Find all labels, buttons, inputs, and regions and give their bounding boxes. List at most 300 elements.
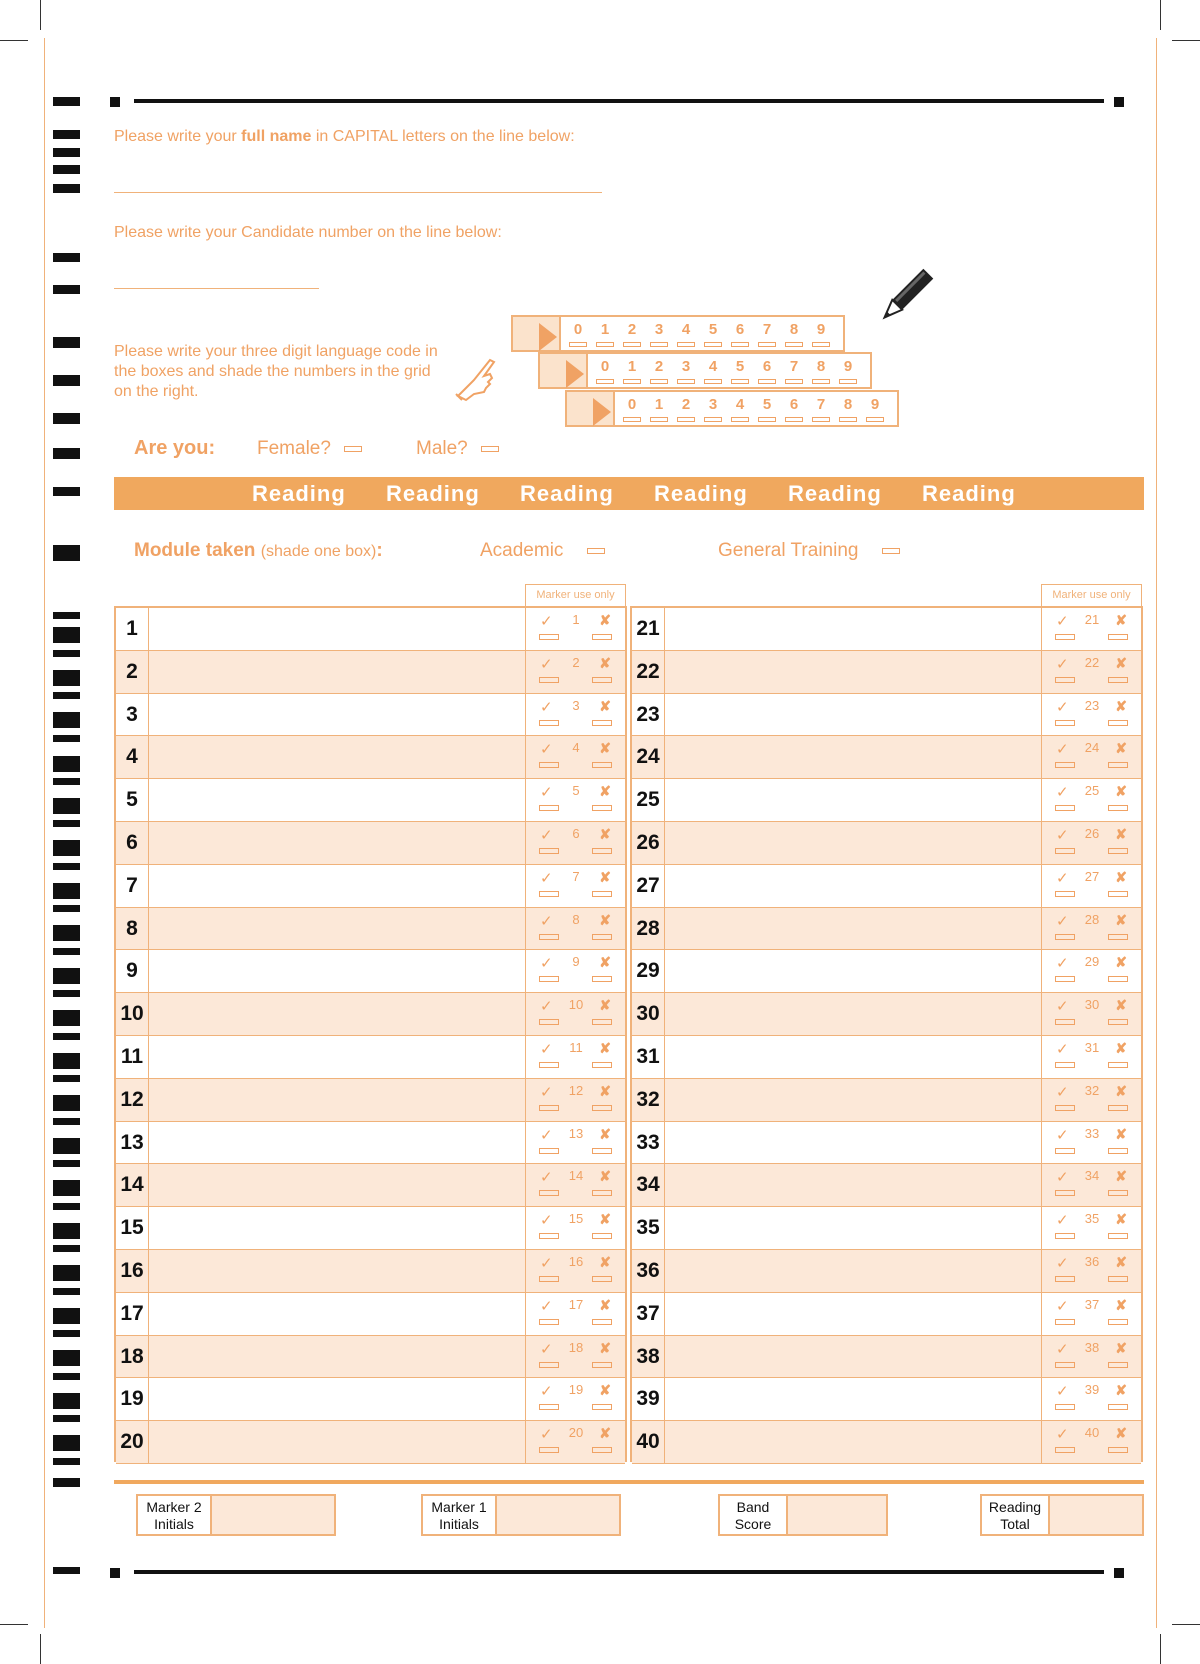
marker-question-number: 29 xyxy=(1084,954,1100,970)
marker-cell xyxy=(1041,1164,1141,1206)
digit-bubble[interactable] xyxy=(704,417,722,422)
timing-mark xyxy=(53,1033,80,1040)
incorrect-bubble[interactable] xyxy=(592,1233,612,1239)
digit-bubble[interactable] xyxy=(677,342,695,347)
tick-icon: ✓ xyxy=(540,1083,553,1101)
incorrect-bubble[interactable] xyxy=(1108,1062,1128,1068)
tick-icon: ✓ xyxy=(540,741,553,759)
language-code-row-1 xyxy=(511,315,845,352)
marker2-initials-box[interactable] xyxy=(136,1494,336,1536)
digit-bubble[interactable] xyxy=(785,342,803,347)
answer-row xyxy=(632,779,1141,822)
correct-bubble[interactable] xyxy=(1055,1190,1075,1196)
correct-bubble[interactable] xyxy=(1055,720,1075,726)
digit-bubble[interactable] xyxy=(731,379,749,384)
incorrect-bubble[interactable] xyxy=(1108,762,1128,768)
answer-row xyxy=(632,651,1141,694)
answer-row xyxy=(116,908,625,951)
incorrect-bubble[interactable] xyxy=(592,634,612,640)
answer-field[interactable] xyxy=(665,822,1041,864)
digit-bubble[interactable] xyxy=(812,342,830,347)
incorrect-bubble[interactable] xyxy=(592,1447,612,1453)
incorrect-bubble[interactable] xyxy=(1108,1233,1128,1239)
marker-question-number: 31 xyxy=(1084,1040,1100,1055)
incorrect-bubble[interactable] xyxy=(1108,720,1128,726)
timing-mark xyxy=(53,1308,80,1324)
language-code-row-2 xyxy=(538,352,872,389)
digit-label: 2 xyxy=(681,396,691,413)
digit-bubble[interactable] xyxy=(839,379,857,384)
answer-row xyxy=(116,1421,625,1464)
tick-icon: ✓ xyxy=(540,698,553,716)
digit-label: 0 xyxy=(600,358,610,375)
answer-field[interactable] xyxy=(665,1378,1041,1420)
correct-bubble[interactable] xyxy=(539,677,559,683)
correct-bubble[interactable] xyxy=(1055,1019,1075,1025)
answer-field[interactable] xyxy=(665,1293,1041,1335)
digit-bubble[interactable] xyxy=(704,379,722,384)
correct-bubble[interactable] xyxy=(1055,634,1075,640)
digit-label: 6 xyxy=(762,358,772,375)
correct-bubble[interactable] xyxy=(539,1233,559,1239)
timing-mark xyxy=(53,413,80,424)
question-number: 3 xyxy=(116,694,149,736)
digit-label: 9 xyxy=(816,321,826,338)
marker-question-number: 33 xyxy=(1084,1125,1100,1141)
correct-bubble[interactable] xyxy=(1055,1319,1075,1325)
answer-field[interactable] xyxy=(149,865,525,907)
incorrect-bubble[interactable] xyxy=(1108,1019,1128,1025)
correct-bubble[interactable] xyxy=(539,1276,559,1282)
incorrect-bubble[interactable] xyxy=(1108,1105,1128,1111)
marker-question-number: 16 xyxy=(568,1254,584,1269)
timing-mark xyxy=(53,148,80,157)
academic-checkbox[interactable] xyxy=(587,548,605,554)
question-number: 6 xyxy=(116,822,149,864)
question-number: 30 xyxy=(632,993,665,1035)
correct-bubble[interactable] xyxy=(539,1362,559,1368)
marker-cell xyxy=(1041,1036,1141,1078)
marker-use-only-header: Marker use only xyxy=(1041,584,1142,606)
marker-cell xyxy=(525,950,625,992)
incorrect-bubble[interactable] xyxy=(1108,1447,1128,1453)
digit-bubble[interactable] xyxy=(758,417,776,422)
timing-mark xyxy=(53,778,80,785)
incorrect-bubble[interactable] xyxy=(592,1105,612,1111)
correct-bubble[interactable] xyxy=(539,1190,559,1196)
question-number: 18 xyxy=(116,1336,149,1378)
answer-field[interactable] xyxy=(149,779,525,821)
female-checkbox[interactable] xyxy=(344,446,362,452)
general-training-option[interactable] xyxy=(718,540,900,562)
crop-mark xyxy=(0,40,28,41)
band-score-box[interactable] xyxy=(718,1494,888,1536)
answer-field[interactable] xyxy=(149,1122,525,1164)
incorrect-bubble[interactable] xyxy=(592,891,612,897)
candidate-number-line[interactable] xyxy=(114,288,319,289)
answer-field[interactable] xyxy=(149,950,525,992)
question-number: 25 xyxy=(632,779,665,821)
answer-field[interactable] xyxy=(665,1250,1041,1292)
answer-field[interactable] xyxy=(665,1336,1041,1378)
correct-bubble[interactable] xyxy=(1055,677,1075,683)
language-code-row-3 xyxy=(565,390,899,427)
corner-mark xyxy=(1114,1568,1124,1578)
correct-bubble[interactable] xyxy=(1055,1105,1075,1111)
tick-icon: ✓ xyxy=(540,1297,553,1315)
incorrect-bubble[interactable] xyxy=(1108,634,1128,640)
correct-bubble[interactable] xyxy=(539,634,559,640)
correct-bubble[interactable] xyxy=(1055,848,1075,854)
marker-question-number: 38 xyxy=(1084,1339,1100,1355)
correct-bubble[interactable] xyxy=(1055,1276,1075,1282)
digit-bubble[interactable] xyxy=(758,342,776,347)
language-instruction: Please write your three digit language code in the boxes and shade the numbers in the grid on the right. xyxy=(114,343,438,400)
cross-icon: ✘ xyxy=(1115,1296,1127,1313)
answer-row xyxy=(632,1164,1141,1207)
incorrect-bubble[interactable] xyxy=(592,1404,612,1410)
correct-bubble[interactable] xyxy=(539,805,559,811)
cross-icon: ✘ xyxy=(1115,783,1127,800)
timing-mark xyxy=(53,487,80,496)
question-number: 31 xyxy=(632,1036,665,1078)
incorrect-bubble[interactable] xyxy=(592,1319,612,1325)
marker-cell xyxy=(525,1250,625,1292)
answer-field[interactable] xyxy=(149,908,525,950)
marker-cell xyxy=(1041,1421,1141,1463)
marker-question-number: 22 xyxy=(1084,654,1100,670)
cross-icon: ✘ xyxy=(1115,1254,1127,1270)
answer-field[interactable] xyxy=(665,1122,1041,1164)
incorrect-bubble[interactable] xyxy=(592,1019,612,1025)
digit-label: 9 xyxy=(843,358,853,375)
cross-icon: ✘ xyxy=(599,997,611,1014)
answer-field[interactable] xyxy=(665,950,1041,992)
reading-label: Reading xyxy=(788,481,882,506)
correct-bubble[interactable] xyxy=(1055,762,1075,768)
answer-field[interactable] xyxy=(665,694,1041,736)
timing-mark xyxy=(53,184,80,193)
marker-question-number: 26 xyxy=(1084,826,1100,841)
marker-cell xyxy=(1041,651,1141,693)
tick-icon: ✓ xyxy=(1056,912,1069,930)
marker-question-number: 24 xyxy=(1084,740,1100,756)
incorrect-bubble[interactable] xyxy=(592,1276,612,1282)
digit-bubble[interactable] xyxy=(839,417,857,422)
answer-field[interactable] xyxy=(149,1336,525,1378)
marker-question-number: 11 xyxy=(569,1040,583,1055)
incorrect-bubble[interactable] xyxy=(1108,934,1128,940)
answer-field[interactable] xyxy=(665,908,1041,950)
answer-field[interactable] xyxy=(665,1079,1041,1121)
correct-bubble[interactable] xyxy=(539,934,559,940)
correct-bubble[interactable] xyxy=(1055,1233,1075,1239)
answer-row xyxy=(116,1122,625,1165)
answer-field[interactable] xyxy=(665,1207,1041,1249)
tick-icon: ✓ xyxy=(540,655,553,673)
marker-cell xyxy=(525,1421,625,1463)
gender-label: Are you: xyxy=(134,437,216,459)
answer-row xyxy=(632,950,1141,993)
crop-mark xyxy=(1160,0,1161,30)
question-number: 40 xyxy=(632,1421,665,1463)
candidate-instruction: Please write your Candidate number on the line below: xyxy=(114,224,502,241)
digit-bubble[interactable] xyxy=(704,342,722,347)
answer-row xyxy=(116,1164,625,1207)
digit-label: 2 xyxy=(654,358,664,375)
answer-field[interactable] xyxy=(149,736,525,778)
answer-row xyxy=(632,822,1141,865)
answer-field[interactable] xyxy=(665,779,1041,821)
general-training-checkbox[interactable] xyxy=(882,548,900,554)
timing-mark xyxy=(53,1288,80,1295)
cross-icon: ✘ xyxy=(599,612,611,628)
incorrect-bubble[interactable] xyxy=(1108,891,1128,897)
digit-bubble[interactable] xyxy=(677,417,695,422)
incorrect-bubble[interactable] xyxy=(592,805,612,811)
digit-bubble[interactable] xyxy=(569,342,587,347)
reading-label: Reading xyxy=(922,481,1016,506)
correct-bubble[interactable] xyxy=(1055,976,1075,982)
question-number: 10 xyxy=(116,993,149,1035)
answer-field[interactable] xyxy=(665,993,1041,1035)
answer-row xyxy=(116,694,625,737)
timing-mark xyxy=(53,1478,80,1487)
answer-row xyxy=(632,1036,1141,1079)
digit-bubble[interactable] xyxy=(650,379,668,384)
digit-bubble[interactable] xyxy=(812,417,830,422)
correct-bubble[interactable] xyxy=(539,976,559,982)
digit-label: 8 xyxy=(789,321,799,338)
incorrect-bubble[interactable] xyxy=(1108,1404,1128,1410)
digit-bubble[interactable] xyxy=(623,379,641,384)
correct-bubble[interactable] xyxy=(1055,1362,1075,1368)
answer-row xyxy=(632,1378,1141,1421)
cross-icon: ✘ xyxy=(599,1211,611,1228)
incorrect-bubble[interactable] xyxy=(1108,848,1128,854)
digit-label: 7 xyxy=(789,358,799,375)
answer-row xyxy=(632,865,1141,908)
digit-bubble[interactable] xyxy=(785,417,803,422)
reading-band xyxy=(114,477,1144,510)
answer-field[interactable] xyxy=(149,1207,525,1249)
digit-bubble[interactable] xyxy=(866,417,884,422)
answer-field[interactable] xyxy=(665,1421,1041,1463)
male-checkbox[interactable] xyxy=(481,446,499,452)
full-name-line[interactable] xyxy=(114,192,602,193)
digit-bubble[interactable] xyxy=(758,379,776,384)
tick-icon: ✓ xyxy=(540,912,553,930)
reading-label: Reading xyxy=(252,481,346,506)
correct-bubble[interactable] xyxy=(539,891,559,897)
marker-cell xyxy=(1041,1122,1141,1164)
cross-icon: ✘ xyxy=(1115,654,1127,671)
incorrect-bubble[interactable] xyxy=(1108,1319,1128,1325)
tick-icon: ✓ xyxy=(540,784,553,802)
answer-field[interactable] xyxy=(149,1079,525,1121)
answer-field[interactable] xyxy=(665,736,1041,778)
marker-cell xyxy=(1041,950,1141,992)
incorrect-bubble[interactable] xyxy=(592,1190,612,1196)
marker-question-number: 36 xyxy=(1084,1254,1100,1269)
digit-bubble[interactable] xyxy=(623,342,641,347)
answer-row xyxy=(632,1421,1141,1464)
incorrect-bubble[interactable] xyxy=(592,848,612,854)
correct-bubble[interactable] xyxy=(1055,1447,1075,1453)
cross-icon: ✘ xyxy=(1115,1425,1127,1442)
answer-field[interactable] xyxy=(665,1164,1041,1206)
marker-question-number: 19 xyxy=(568,1382,584,1398)
correct-bubble[interactable] xyxy=(539,1105,559,1111)
cross-icon: ✘ xyxy=(599,697,611,714)
timing-mark xyxy=(53,545,80,561)
academic-option[interactable] xyxy=(480,540,605,562)
incorrect-bubble[interactable] xyxy=(592,1148,612,1154)
digit-label: 9 xyxy=(870,396,880,413)
correct-bubble[interactable] xyxy=(1055,1148,1075,1154)
marker-cell xyxy=(525,1122,625,1164)
marker-question-number: 10 xyxy=(568,997,584,1013)
timing-mark xyxy=(53,253,80,262)
digit-bubble[interactable] xyxy=(731,342,749,347)
correct-bubble[interactable] xyxy=(539,1148,559,1154)
timing-mark xyxy=(53,375,80,386)
tick-icon: ✓ xyxy=(540,1126,553,1144)
incorrect-bubble[interactable] xyxy=(592,677,612,683)
answer-field[interactable] xyxy=(149,993,525,1035)
digit-bubble[interactable] xyxy=(677,379,695,384)
incorrect-bubble[interactable] xyxy=(1108,976,1128,982)
marker-question-number: 30 xyxy=(1084,997,1100,1013)
cross-icon: ✘ xyxy=(599,868,611,885)
digit-bubble[interactable] xyxy=(731,417,749,422)
male-option[interactable] xyxy=(416,438,499,460)
incorrect-bubble[interactable] xyxy=(592,976,612,982)
question-number: 2 xyxy=(116,651,149,693)
answer-field[interactable] xyxy=(149,1164,525,1206)
timing-mark xyxy=(53,1567,80,1574)
answer-field[interactable] xyxy=(665,865,1041,907)
timing-mark xyxy=(53,692,80,699)
correct-bubble[interactable] xyxy=(539,1019,559,1025)
cross-icon: ✘ xyxy=(599,826,611,842)
answer-field[interactable] xyxy=(665,1036,1041,1078)
cross-icon: ✘ xyxy=(599,783,611,800)
tick-icon: ✓ xyxy=(1056,998,1069,1016)
correct-bubble[interactable] xyxy=(1055,934,1075,940)
marker-cell xyxy=(525,608,625,650)
tick-icon: ✓ xyxy=(1056,955,1069,973)
correct-bubble[interactable] xyxy=(539,1319,559,1325)
incorrect-bubble[interactable] xyxy=(592,934,612,940)
correct-bubble[interactable] xyxy=(1055,1062,1075,1068)
answer-field[interactable] xyxy=(149,608,525,650)
incorrect-bubble[interactable] xyxy=(1108,1276,1128,1282)
cross-icon: ✘ xyxy=(599,1125,611,1142)
digit-bubble[interactable] xyxy=(596,379,614,384)
marker-cell xyxy=(525,1207,625,1249)
tick-icon: ✓ xyxy=(1056,1169,1069,1187)
digit-bubble[interactable] xyxy=(596,342,614,347)
incorrect-bubble[interactable] xyxy=(1108,1148,1128,1154)
question-number: 14 xyxy=(116,1164,149,1206)
answer-row xyxy=(116,1207,625,1250)
correct-bubble[interactable] xyxy=(1055,891,1075,897)
marker-question-number: 18 xyxy=(568,1339,584,1355)
cross-icon: ✘ xyxy=(1115,826,1127,842)
digit-label: 5 xyxy=(735,358,745,375)
marker-cell xyxy=(525,1378,625,1420)
digit-bubble[interactable] xyxy=(650,417,668,422)
incorrect-bubble[interactable] xyxy=(592,1062,612,1068)
corner-mark xyxy=(1114,97,1124,107)
correct-bubble[interactable] xyxy=(1055,1404,1075,1410)
answer-field[interactable] xyxy=(149,1036,525,1078)
answer-field[interactable] xyxy=(149,694,525,736)
incorrect-bubble[interactable] xyxy=(592,720,612,726)
correct-bubble[interactable] xyxy=(539,1404,559,1410)
digit-label: 5 xyxy=(762,396,772,413)
incorrect-bubble[interactable] xyxy=(1108,1190,1128,1196)
correct-bubble[interactable] xyxy=(539,720,559,726)
timing-mark xyxy=(53,968,80,984)
answer-field[interactable] xyxy=(665,608,1041,650)
answer-row xyxy=(116,1293,625,1336)
margin-line xyxy=(1156,38,1157,1628)
answer-row xyxy=(116,608,625,651)
digit-label: 1 xyxy=(627,358,637,375)
cross-icon: ✘ xyxy=(1115,697,1127,714)
digit-label: 4 xyxy=(708,358,718,375)
correct-bubble[interactable] xyxy=(1055,805,1075,811)
incorrect-bubble[interactable] xyxy=(1108,805,1128,811)
answer-field[interactable] xyxy=(149,1250,525,1292)
digit-label: 8 xyxy=(843,396,853,413)
correct-bubble[interactable] xyxy=(539,762,559,768)
marker-question-number: 4 xyxy=(572,740,580,756)
question-number: 20 xyxy=(116,1421,149,1463)
answer-field[interactable] xyxy=(149,1378,525,1420)
incorrect-bubble[interactable] xyxy=(592,1362,612,1368)
answer-field[interactable] xyxy=(149,1293,525,1335)
incorrect-bubble[interactable] xyxy=(592,762,612,768)
timing-mark xyxy=(53,925,80,941)
correct-bubble[interactable] xyxy=(539,848,559,854)
answer-field[interactable] xyxy=(665,651,1041,693)
marker-cell xyxy=(1041,736,1141,778)
cross-icon: ✘ xyxy=(1115,740,1127,757)
marker1-initials-box[interactable] xyxy=(421,1494,621,1536)
digit-grid xyxy=(559,317,843,350)
digit-bubble[interactable] xyxy=(623,417,641,422)
timing-mark xyxy=(53,1095,80,1111)
digit-bubble[interactable] xyxy=(812,379,830,384)
incorrect-bubble[interactable] xyxy=(1108,677,1128,683)
female-option[interactable] xyxy=(257,438,362,460)
digit-bubble[interactable] xyxy=(650,342,668,347)
incorrect-bubble[interactable] xyxy=(1108,1362,1128,1368)
tick-icon: ✓ xyxy=(1056,1083,1069,1101)
digit-bubble[interactable] xyxy=(785,379,803,384)
answer-field[interactable] xyxy=(149,1421,525,1463)
marker-cell xyxy=(525,779,625,821)
correct-bubble[interactable] xyxy=(539,1062,559,1068)
correct-bubble[interactable] xyxy=(539,1447,559,1453)
tick-icon: ✓ xyxy=(540,1383,553,1401)
answer-field[interactable] xyxy=(149,651,525,693)
answer-field[interactable] xyxy=(149,822,525,864)
reading-total-box[interactable] xyxy=(980,1494,1144,1536)
